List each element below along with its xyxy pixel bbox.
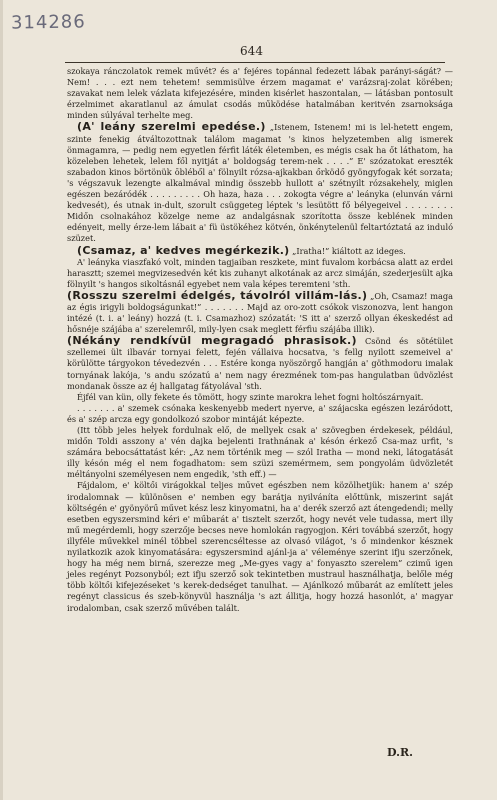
paragraph xyxy=(67,425,453,480)
paragraph-text: A' leányka viaszfakó volt, minden tagjaiban reszkete, mint fuvalom korbácsa alatt az erdei harasztt; szemei megvizesedvén két kis zuhanyt alkotának az arcz simáján, szederjesült ajka fölnyilt 's hangos sikoltásnál egyebet nem vala képes teremteni 'sth. xyxy=(67,256,453,289)
section-heading: (A' leány szerelmi epedése.) xyxy=(77,120,266,134)
section-heading: (Csamaz, a' kedves megérkezik.) xyxy=(77,243,290,257)
paragraph xyxy=(67,480,453,613)
paragraph-text: . . . . . . . a' szemek csónaka keskenyebb medert nyerve, a' szájacska egészen lezáródott, és a' szép arcza egy gondolkozó szobor mintáját képezte. xyxy=(67,402,453,424)
paragraph-text: (Itt több jeles helyek fordulnak elő, de mellyek csak a' szövegben érdekesek, például, midőn Toldi asszony a' vén dajka bejelenti Irathnának a' késón érkező Csa-maz urfit, 's számára bebocsáttatást kér: „Az nem történik meg — szól Iratha — mond neki, látogatását illy késón még el nem fogadhatom: sem szüzi szemérmem, sem pongyolám üdvözletét méltányolni személyesen nem engedik, 'sth eff.) — xyxy=(67,425,453,480)
section-heading: (Nékány rendkívül megragadó phrasisok.) xyxy=(67,334,357,348)
paragraph xyxy=(67,403,453,425)
paragraph xyxy=(67,245,453,257)
paragraph xyxy=(67,257,453,290)
paragraph xyxy=(67,335,453,391)
section-heading: (Rosszu szerelmi édelgés, távolról villám-lás.) xyxy=(67,288,368,302)
paragraph xyxy=(67,66,453,121)
paragraph-text: Csönd és sötétület szellemei ült ilbavár tornyai felett, fején vállaiva hocsatva, 's fellg nyilott szemeivel a' körülötte tárgyokon tévedezvén . . . Estére konga nyöszörgő hangján a' göthmodoru imalak tornyának lakója, 's andu szózatú a' nem nagy érezmének tom-pas hangulatban üdvözlést mondanak össze az éj hallgatag fátyolával 'sth. xyxy=(67,336,453,391)
printer-mark: D.R. xyxy=(387,746,413,759)
paragraph xyxy=(67,290,453,335)
paragraph xyxy=(67,121,453,244)
handwritten-catalog-number: 314286 xyxy=(10,11,86,34)
paragraph-text: „Istenem, Istenem! mi is lel-hetett engem, szinte fenekig átváltozottnak találom magamat 's kinos helyzetemben alig ismerek önmagamra, — pedig nem egyetlen férfit láték életemben, es mégis csak ha őt láthatom, ha közeleben lehetek, lelem fől nyitját a' boldogság terem-nek . . . .” E' szózatokat ereszték szabadon kinos börtönük ōbléből a' fölnyilt rózsa-ajkakban őrködő gyöngyfogak két sorzata; 's végszavuk lezengte alkalmával mindig összebb hullott a' szétnyilt rózsakehely, miglen egészen bezáródék . . . . . . . . . Oh haza, haza . . . zokogta végre a' leányka (elunván várni kedvesét), és utnak in-dult, szorult csüggeteg léptek 's lesütött fő bélyegeivel . . . . . . . . Midőn csolnakához közelge neme az andalgásnak szorította össze keblének minden edényeit, melly érze-lem lábait a' fü üstökéhez kötvén, önkénytelenül feltartóztatá az induló szüzet. xyxy=(67,122,453,244)
paragraph-text: szokaya ránczolatok remek művét? és a' fejéres topánnal fedezett lábak parányi-ságát? — Nem! . . . ezt nem tehetem! semmisülve érzem magamat e' varázsraj-zolat körében; szavakat nem lelek vázlata kifejezésére, minden kisérlet haszontalan, — látásban pontosult érzelmimet akaratlanul az ámulat csodás működése hatalmában keritvén zsarnoksága minden súlyával terhelte meg. xyxy=(67,66,453,121)
paragraph-text: „Oh, Csamaz! maga az égis irigyli boldogságunkat!” . . . . . . . Majd az oro-zott csókok viszonozva, lent hangon intézé (t. i. a' leány) hozzá (t. i. Csamazhoz) szózatát: 'S itt a' szerző ollyan ékeskedést ad hősnéje szájába a' szerelemről, mily-lyen csak meglett férfiu szájába illik). xyxy=(67,290,453,335)
paragraph-text: „Iratha!” kiáltott az ideges. xyxy=(289,245,406,256)
paragraph-text: Fájdalom, e' költői virágokkal teljes művet egészben nem közölhetjük: hanem a' szép irodalomnak — különösen e' nemben egy barátja nyilváníta előttünk, miszerint saját költségén e' gyönyörű művet kész lesz kinyomatni, ha a' derék szerző azt átengedendi; melly esetben egyszersmind kéri e' műbarát a' tisztelt szerzőt, hogy nevét vele tudassa, mert illy mű megérdemli, hogy szerzője becses neve homlokán ragyogjon. Kéri továbbá szerzőt, hogy illyféle művekkel minél többel szerencséltesse az olvasó világot, 's ő mindenkor késznek nyilatkozik azok kinyomatására: egyszersmind ajánl-ja a' véleménye szerint ifju szerzőnek, hogy ha még nem birná, szerezze meg „Me-gyes vagy a' fonyaszto szerelem” czimű igen jeles regényt Pozsonyból; ezt ifju szerző sok tekintetben mustraul használhatja, belőle még több költői kifejezéseket 's kerek-dedséget tanulhat. — Ajánlkozó műbarát az említett jeles regényt classicus és szeb-könyvül használja 's azt állitja, hogy hozzá hasonlót, a' magyar irodalomban, csak szerző művében talált. xyxy=(67,480,453,613)
page-number: 644 xyxy=(240,44,263,58)
header-rule xyxy=(65,62,445,63)
paragraph-text: Éjfél van kün, olly fekete és tömött, hogy szinte marokra lehet fogni holtószárnyait. xyxy=(77,391,424,402)
paragraph xyxy=(67,392,453,403)
body-text xyxy=(67,66,453,614)
